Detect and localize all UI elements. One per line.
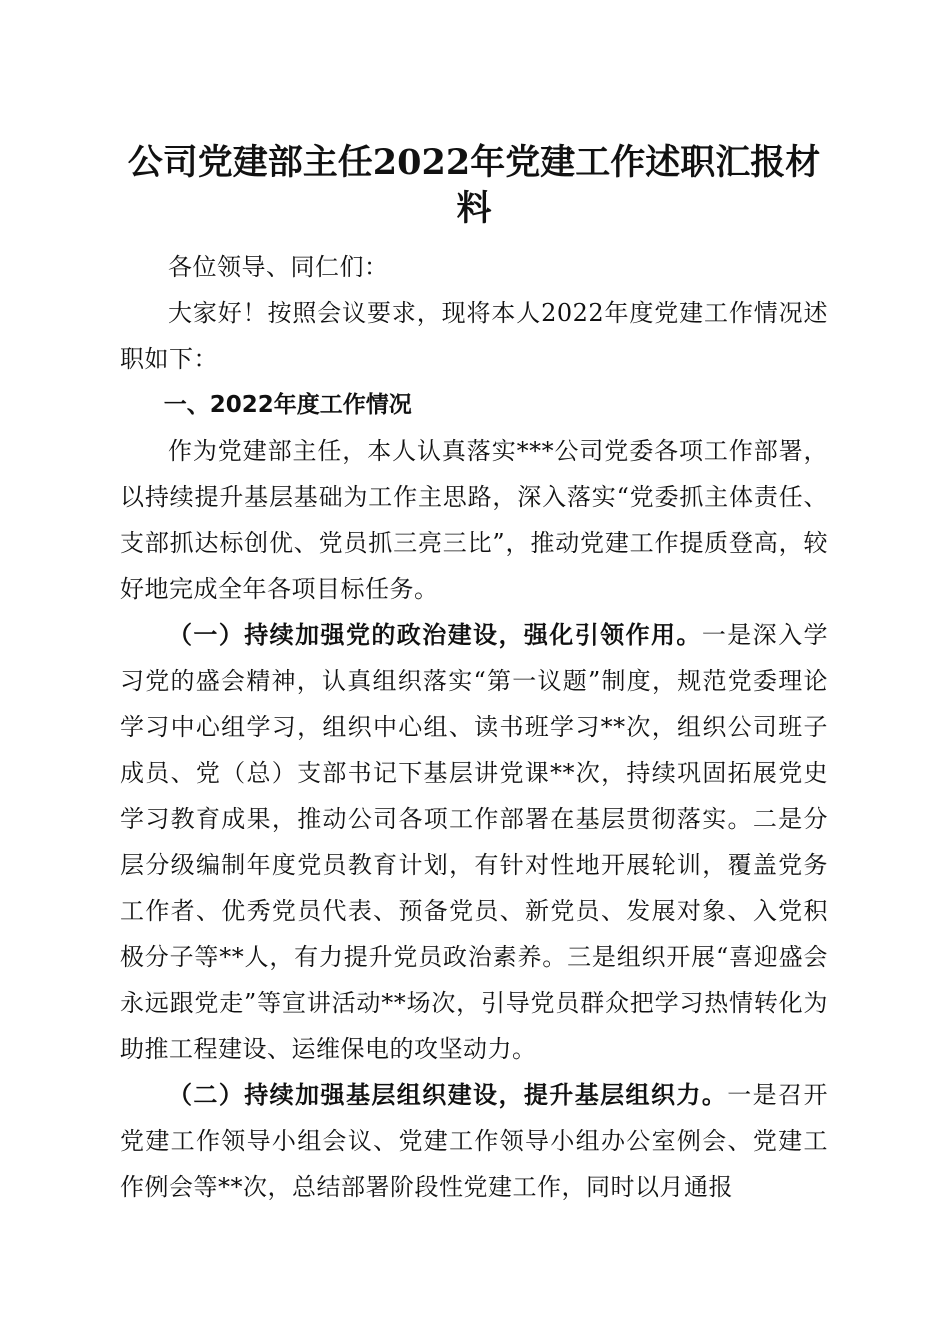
document-title: 公司党建部主任2022年党建工作述职汇报材料 (127, 142, 821, 229)
subsection-1-paragraph (120, 612, 828, 1072)
subsection-2-body: 一是召开党建工作领导小组会议、党建工作领导小组办公室例会、党建工作例会等**次，总结部署阶段性党建工作，同时以月通报 (120, 1081, 829, 1201)
subsection-1-body: 一是深入学习党的盛会精神，认真组织落实“第一议题”制度，规范党委理论学习中心组学习，组织中心组、读书班学习**次，组织公司班子成员、党（总）支部书记下基层讲党课**次，持续巩固拓展党史学习教育成果，推动公司各项工作部署在基层贯彻落实。二是分层分级编制年度党员教育计划，有针对性地开展轮训，覆盖党务工作者、优秀党员代表、预备党员、新党员、发展对象、入党积极分子等**人，有力提升党员政治素养。三是组织开展“喜迎盛会永远跟党走”等宣讲活动**场次，引导党员群众把学习热情转化为助推工程建设、运维保电的攻坚动力。 (120, 621, 829, 1063)
document-page (120, 140, 828, 1210)
subsection-2-paragraph (120, 1072, 828, 1210)
section-heading: 一、2022年度工作情况 (163, 392, 412, 418)
greeting: 各位领导、同仁们： (168, 253, 389, 281)
subsection-2-heading: （二）持续加强基层组织建设，提升基层组织力。 (168, 1080, 728, 1109)
subsection-1-heading: （一）持续加强党的政治建设，强化引领作用。 (168, 620, 702, 649)
intro-paragraph: 大家好！按照会议要求，现将本人2022年度党建工作情况述职如下： (120, 299, 828, 373)
summary-paragraph: 作为党建部主任，本人认真落实***公司党委各项工作部署，以持续提升基层基础为工作主思路，深入落实“党委抓主体责任、支部抓达标创优、党员抓三亮三比”，推动党建工作提质登高，较好地完成全年各项目标任务。 (120, 437, 828, 603)
